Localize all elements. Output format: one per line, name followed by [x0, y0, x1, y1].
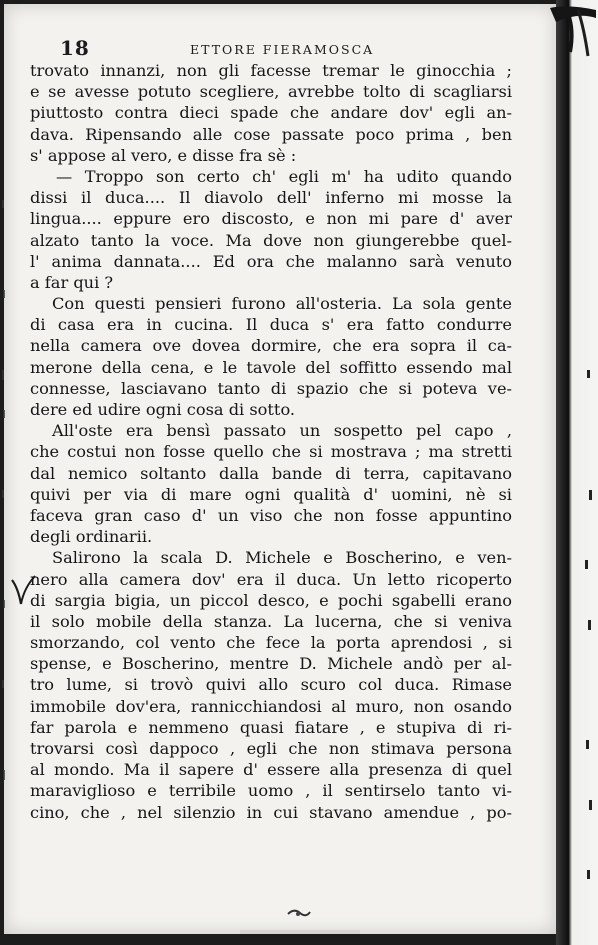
text-line: Salirono la scala D. Michele e Boscherino, e ven-	[52, 548, 512, 568]
text-line: faceva gran caso d' un viso che non fosse appuntino	[30, 505, 512, 525]
text-line: degli ordinarii.	[30, 527, 153, 547]
text-line: far parola e nemmeno quasi fiatare , e stupiva di ri-	[30, 717, 512, 737]
text-line: Con questi pensieri furono all'osteria. La sola gente	[52, 294, 512, 314]
text-line: cino, che , nel silenzio in cui stavano amendue , po-	[30, 802, 512, 822]
text-line: dissi il duca.... Il diavolo dell' inferno mi mosse la	[30, 188, 512, 208]
text-line: al mondo. Ma il sapere d' essere alla presenza di quel	[30, 760, 512, 780]
running-title: ETTORE FIERAMOSCA	[190, 42, 375, 57]
text-line: merone della cena, e le tavole del soffitto essendo mal	[30, 357, 512, 377]
text-line: dal nemico soltanto dalla bande di terra, capitavano	[30, 463, 512, 483]
text-line: l' anima dannata.... Ed ora che malanno sarà venuto	[30, 251, 512, 271]
page-header	[60, 36, 520, 62]
page-number: 18	[60, 36, 90, 60]
text-line: dere ed udire ogni cosa di sotto.	[30, 400, 296, 419]
text-line: nero alla camera dov' era il duca. Un letto ricoperto	[30, 569, 512, 589]
text-line: maraviglioso e terribile uomo , il sentirselo tanto vi-	[30, 781, 512, 801]
text-line: lingua.... eppure ero discosto, e non mi pare d' aver	[30, 209, 512, 229]
text-line: di sargia bigia, un piccol desco, e pochi sgabelli erano	[30, 590, 512, 610]
text-line: s' appose al vero, e disse fra sè :	[30, 145, 297, 165]
text-line: connesse, lasciavano tanto di spazio che si poteva ve-	[30, 378, 512, 398]
body-text	[30, 60, 512, 823]
ink-smudge	[286, 906, 312, 920]
text-line: dava. Ripensando alle cose passate poco prima , ben	[30, 124, 512, 144]
text-line: e se avesse potuto scegliere, avrebbe tolto di scagliarsi	[30, 82, 512, 102]
text-line: All'oste era bensì passato un sospetto pel capo ,	[52, 421, 512, 441]
text-line: — Troppo son certo ch' egli m' ha udito quando	[56, 166, 512, 186]
text-line: tro lume, si trovò quivi allo scuro col duca. Rimase	[30, 675, 512, 695]
text-line: trovarsi così dappoco , egli che non stimava persona	[30, 739, 512, 758]
text-line: smorzando, col vento che fece la porta aprendosi , si	[30, 633, 512, 653]
text-line: alzato tanto la voce. Ma dove non giungerebbe quel-	[30, 230, 512, 250]
text-line: a far qui ?	[30, 272, 114, 292]
text-line: piuttosto contra dieci spade che andare dov' egli an-	[30, 103, 512, 123]
text-line: il solo mobile della stanza. La lucerna, che si veniva	[30, 611, 512, 631]
text-line: che costui non fosse quello che si mostrava ; ma stretti	[30, 442, 512, 462]
page-stain	[240, 930, 360, 940]
text-line: spense, e Boscherino, mentre D. Michele andò per al-	[30, 654, 512, 674]
binding-clasp-icon	[548, 0, 598, 60]
text-line: immobile dov'era, rannicchiandosi al muro, non osando	[30, 696, 512, 716]
text-line: quivi per via di mare ogni qualità d' uomini, nè si	[30, 484, 512, 504]
left-margin-marks	[0, 80, 8, 840]
text-line: di casa era in cucina. Il duca s' era fatto condurre	[30, 315, 512, 335]
next-page-text-fragments	[575, 40, 595, 920]
text-line: trovato innanzi, non gli facesse tremar le ginocchia ;	[30, 61, 512, 80]
text-line: nella camera ove dovea dormire, che era sopra il ca-	[30, 336, 512, 356]
